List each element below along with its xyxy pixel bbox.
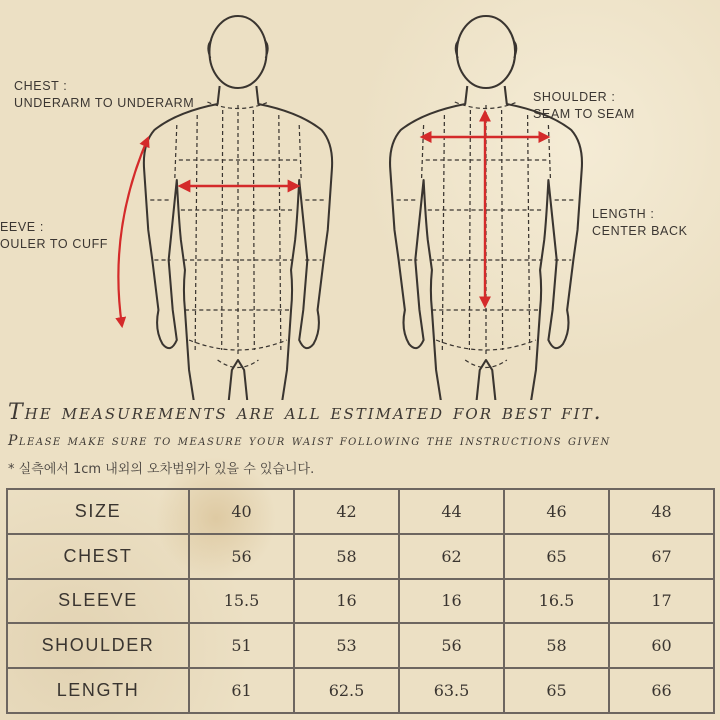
- table-cell: 44: [399, 489, 504, 534]
- chest-label-desc: UNDERARM TO UNDERARM: [14, 96, 195, 110]
- waist-instruction: Please make sure to measure your waist following the instructions given: [8, 433, 611, 449]
- table-cell: 62.5: [294, 668, 399, 713]
- table-cell: 16: [294, 579, 399, 624]
- shoulder-label-title: SHOULDER :: [533, 90, 616, 104]
- table-row-shoulder: [7, 623, 714, 668]
- shoulder-label-desc: SEAM TO SEAM: [533, 107, 635, 121]
- table-cell: 61: [189, 668, 294, 713]
- table-cell: 58: [504, 623, 609, 668]
- table-cell: 16: [399, 579, 504, 624]
- table-cell: 65: [504, 668, 609, 713]
- table-row-size: [7, 489, 714, 534]
- row-header: SHOULDER: [7, 623, 189, 668]
- length-label-title: LENGTH :: [592, 207, 655, 221]
- table-cell: 62: [399, 534, 504, 579]
- table-cell: 40: [189, 489, 294, 534]
- table-cell: 53: [294, 623, 399, 668]
- sleeve-label-desc: OULER TO CUFF: [0, 237, 109, 251]
- size-chart-table: [6, 488, 715, 714]
- table-cell: 17: [609, 579, 714, 624]
- table-cell: 65: [504, 534, 609, 579]
- back-figure: [390, 16, 582, 400]
- table-row-chest: [7, 534, 714, 579]
- tolerance-note-korean: * 실측에서 1cm 내외의 오차범위가 있을 수 있습니다.: [8, 462, 315, 477]
- chest-label-title: CHEST :: [14, 79, 68, 93]
- table-cell: 56: [399, 623, 504, 668]
- table-cell: 16.5: [504, 579, 609, 624]
- table-cell: 46: [504, 489, 609, 534]
- table-cell: 15.5: [189, 579, 294, 624]
- row-header: LENGTH: [7, 668, 189, 713]
- front-figure: [118, 16, 332, 400]
- sleeve-label-title: EEVE :: [0, 220, 44, 234]
- table-cell: 66: [609, 668, 714, 713]
- table-cell: 67: [609, 534, 714, 579]
- row-header: CHEST: [7, 534, 189, 579]
- row-header: SLEEVE: [7, 579, 189, 624]
- table-cell: 63.5: [399, 668, 504, 713]
- table-cell: 51: [189, 623, 294, 668]
- table-cell: 58: [294, 534, 399, 579]
- table-cell: 56: [189, 534, 294, 579]
- table-row-sleeve: [7, 579, 714, 624]
- row-header: SIZE: [7, 489, 189, 534]
- table-cell: 48: [609, 489, 714, 534]
- table-cell: 60: [609, 623, 714, 668]
- table-row-length: [7, 668, 714, 713]
- fit-headline: The measurements are all estimated for best fit.: [8, 400, 603, 425]
- length-label-desc: CENTER BACK: [592, 224, 688, 238]
- table-cell: 42: [294, 489, 399, 534]
